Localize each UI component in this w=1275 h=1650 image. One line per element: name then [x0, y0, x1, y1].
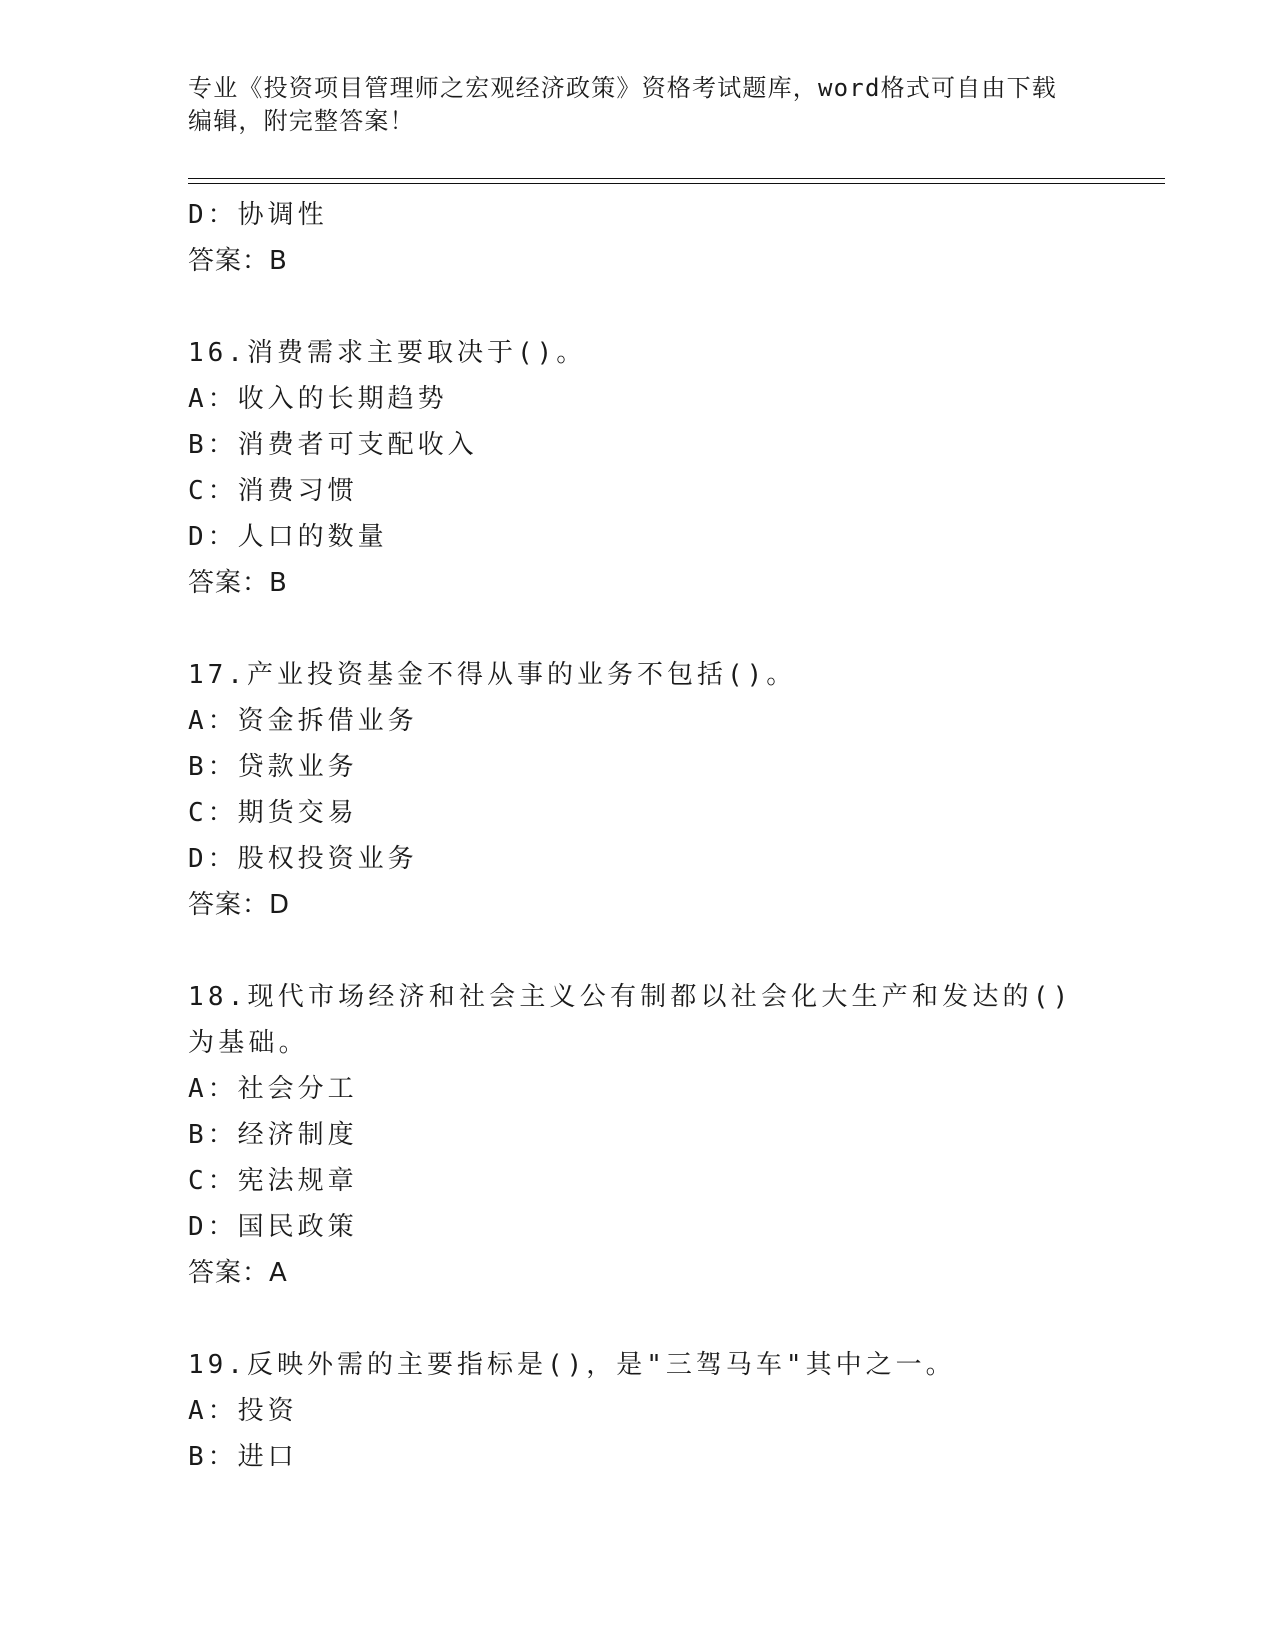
answer-line: 答案：D: [188, 890, 291, 920]
option-c: C：宪法规章: [188, 1166, 358, 1196]
option-c: C：消费习惯: [188, 476, 358, 506]
question-stem: 17.产业投资基金不得从事的业务不包括()。: [188, 660, 797, 690]
document-header: 专业《投资项目管理师之宏观经济政策》资格考试题库，word格式可自由下载编辑，附完整答案！: [188, 74, 1057, 135]
option-a: A：社会分工: [188, 1074, 358, 1104]
option-b: B：进口: [188, 1442, 298, 1472]
header-divider-bottom: [188, 183, 1165, 184]
question-19: [188, 1342, 1088, 1480]
question-stem: 16.消费需求主要取决于()。: [188, 338, 587, 368]
option-a: A：资金拆借业务: [188, 706, 418, 736]
answer-line: 答案：B: [188, 246, 288, 276]
header-divider-top: [188, 178, 1165, 179]
question-18: [188, 974, 1088, 1296]
option-d: D：人口的数量: [188, 522, 388, 552]
option-c: C：期货交易: [188, 798, 358, 828]
option-a: A：投资: [188, 1396, 298, 1426]
answer-line: 答案：B: [188, 568, 288, 598]
option-d: D：股权投资业务: [188, 844, 418, 874]
question-list: [188, 192, 1088, 1480]
option-b: B：贷款业务: [188, 752, 358, 782]
option-b: B：消费者可支配收入: [188, 430, 478, 460]
answer-line: 答案：A: [188, 1258, 288, 1288]
question-stem: 19.反映外需的主要指标是()，是"三驾马车"其中之一。: [188, 1350, 956, 1380]
option-a: A：收入的长期趋势: [188, 384, 448, 414]
option-d: D：协调性: [188, 200, 328, 230]
option-b: B：经济制度: [188, 1120, 358, 1150]
question-17: [188, 652, 1088, 928]
option-d: D：国民政策: [188, 1212, 358, 1242]
question-16: [188, 330, 1088, 606]
question-stem: 18.现代市场经济和社会主义公有制都以社会化大生产和发达的()为基础。: [188, 982, 1073, 1058]
